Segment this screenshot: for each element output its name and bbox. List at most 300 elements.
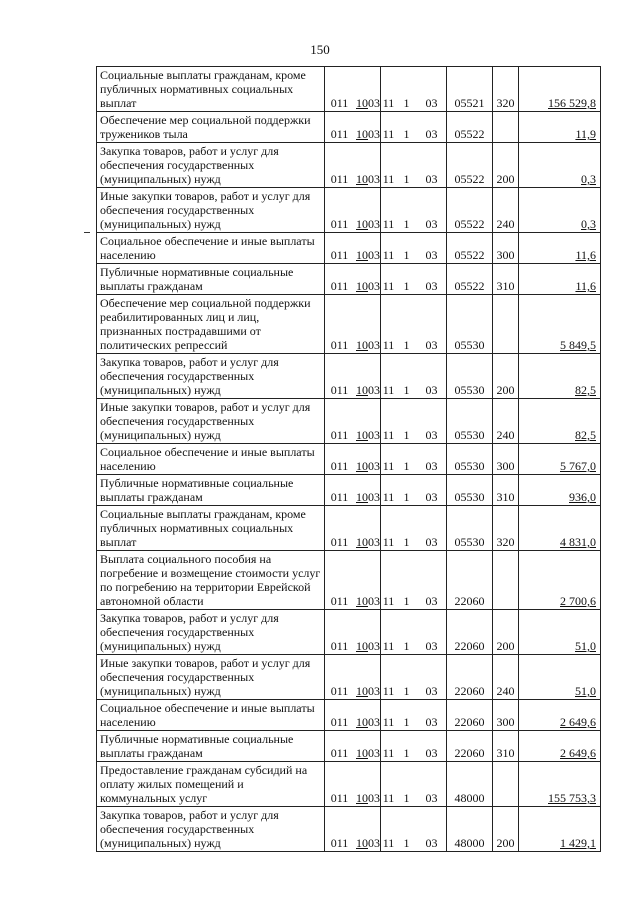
- activity-code: [417, 233, 447, 264]
- subsection-code: [367, 762, 381, 807]
- subsection-code: [367, 731, 381, 762]
- subsection-code: [367, 399, 381, 444]
- activity-code-text: 03: [425, 338, 438, 352]
- ministry-code: [325, 354, 355, 399]
- subprogram-code-text: 1: [403, 639, 410, 653]
- subprogram-code: [397, 610, 417, 655]
- program-code: [381, 700, 397, 731]
- expense-name-cell: Обеспечение мер социальной поддержки тружеников тыла: [97, 112, 325, 143]
- section-code-text: 10: [356, 172, 368, 186]
- program-code: [381, 112, 397, 143]
- program-code-text: 11: [382, 746, 395, 760]
- section-code-text: 10: [356, 746, 368, 760]
- program-code: [381, 731, 397, 762]
- amount-cell: [519, 143, 601, 188]
- table-row: [97, 295, 601, 354]
- section-code: [355, 506, 367, 551]
- subsection-code-text: 03: [368, 338, 380, 352]
- section-code-text: 10: [356, 715, 368, 729]
- ministry-code: [325, 295, 355, 354]
- subprogram-code: [397, 807, 417, 852]
- activity-code: [417, 67, 447, 112]
- subprogram-code: [397, 475, 417, 506]
- amount-cell: [519, 399, 601, 444]
- subprogram-code: [397, 762, 417, 807]
- ministry-code-text: 011: [330, 279, 349, 293]
- subsection-code-text: 03: [368, 746, 380, 760]
- activity-code-text: 03: [425, 535, 438, 549]
- table-row: [97, 444, 601, 475]
- subsection-code: [367, 233, 381, 264]
- subprogram-code: [397, 551, 417, 610]
- table-row: [97, 354, 601, 399]
- direction-code: [447, 295, 493, 354]
- ministry-code: [325, 112, 355, 143]
- subsection-code-text: 03: [368, 127, 380, 141]
- table-row: [97, 700, 601, 731]
- activity-code: [417, 655, 447, 700]
- direction-code-text: 48000: [454, 836, 485, 850]
- subsection-code: [367, 551, 381, 610]
- activity-code: [417, 264, 447, 295]
- section-code-text: 10: [356, 217, 368, 231]
- subsection-code: [367, 444, 381, 475]
- subsection-code-text: 03: [368, 96, 380, 110]
- direction-code: [447, 188, 493, 233]
- subsection-code: [367, 188, 381, 233]
- expense-type-code: [493, 610, 519, 655]
- ministry-code-text: 011: [330, 248, 349, 262]
- direction-code-text: 22060: [454, 639, 485, 653]
- section-code-text: 10: [356, 535, 368, 549]
- subprogram-code-text: 1: [403, 535, 410, 549]
- program-code-text: 11: [382, 594, 395, 608]
- activity-code: [417, 506, 447, 551]
- activity-code-text: 03: [425, 383, 438, 397]
- program-code-text: 11: [382, 715, 395, 729]
- subsection-code-text: 03: [368, 217, 380, 231]
- ministry-code: [325, 610, 355, 655]
- direction-code-text: 05530: [454, 535, 485, 549]
- section-code: [355, 475, 367, 506]
- expense-type-code: [493, 731, 519, 762]
- subprogram-code-text: 1: [403, 594, 410, 608]
- section-code-text: 10: [356, 791, 368, 805]
- section-code: [355, 354, 367, 399]
- amount-cell: [519, 475, 601, 506]
- activity-code: [417, 475, 447, 506]
- program-code: [381, 610, 397, 655]
- program-code-text: 11: [382, 490, 395, 504]
- subprogram-code-text: 1: [403, 172, 410, 186]
- direction-code-text: 22060: [454, 746, 485, 760]
- program-code-text: 11: [382, 836, 395, 850]
- table-row: [97, 762, 601, 807]
- section-code: [355, 233, 367, 264]
- program-code: [381, 475, 397, 506]
- amount-cell-text: 156 529,8: [548, 96, 596, 110]
- table-row: [97, 506, 601, 551]
- amount-cell: [519, 731, 601, 762]
- amount-cell: [519, 67, 601, 112]
- activity-code: [417, 610, 447, 655]
- subprogram-code: [397, 67, 417, 112]
- activity-code-text: 03: [425, 217, 438, 231]
- subsection-code: [367, 700, 381, 731]
- program-code-text: 11: [382, 791, 395, 805]
- table-row: [97, 807, 601, 852]
- subsection-code: [367, 354, 381, 399]
- program-code: [381, 233, 397, 264]
- ministry-code-text: 011: [330, 490, 349, 504]
- expense-name-cell: Социальное обеспечение и иные выплаты населению: [97, 233, 325, 264]
- program-code-text: 11: [382, 127, 395, 141]
- direction-code-text: 05530: [454, 428, 485, 442]
- subsection-code-text: 03: [368, 715, 380, 729]
- program-code-text: 11: [382, 459, 395, 473]
- table-row: [97, 264, 601, 295]
- amount-cell: [519, 610, 601, 655]
- subprogram-code-text: 1: [403, 684, 410, 698]
- ministry-code: [325, 807, 355, 852]
- expense-type-code-text: 320: [496, 535, 515, 549]
- program-code-text: 11: [382, 338, 395, 352]
- activity-code-text: 03: [425, 279, 438, 293]
- subsection-code-text: 03: [368, 172, 380, 186]
- expense-name-cell: Выплата социального пособия на погребение и возмещение стоимости услуг по погребению на территории Еврейской автономной области: [97, 551, 325, 610]
- amount-cell: [519, 700, 601, 731]
- ministry-code: [325, 399, 355, 444]
- program-code-text: 11: [382, 248, 395, 262]
- subsection-code: [367, 264, 381, 295]
- direction-code: [447, 444, 493, 475]
- section-code: [355, 264, 367, 295]
- activity-code-text: 03: [425, 746, 438, 760]
- section-code-text: 10: [356, 383, 368, 397]
- amount-cell-text: 11,9: [575, 127, 596, 141]
- subsection-code: [367, 655, 381, 700]
- activity-code: [417, 354, 447, 399]
- direction-code: [447, 762, 493, 807]
- expense-type-code-text: 200: [496, 836, 515, 850]
- subprogram-code: [397, 354, 417, 399]
- amount-cell: [519, 444, 601, 475]
- subprogram-code: [397, 112, 417, 143]
- activity-code: [417, 762, 447, 807]
- amount-cell-text: 2 649,6: [560, 746, 596, 760]
- direction-code: [447, 807, 493, 852]
- expense-type-code: [493, 295, 519, 354]
- expense-type-code-text: 310: [496, 746, 515, 760]
- ministry-code-text: 011: [330, 96, 349, 110]
- subprogram-code-text: 1: [403, 96, 410, 110]
- expense-type-code: [493, 807, 519, 852]
- expense-name-cell: Публичные нормативные социальные выплаты гражданам: [97, 475, 325, 506]
- ministry-code: [325, 188, 355, 233]
- direction-code: [447, 112, 493, 143]
- amount-cell-text: 11,6: [575, 279, 596, 293]
- expense-type-code: [493, 188, 519, 233]
- expense-type-code: [493, 444, 519, 475]
- amount-cell-text: 5 767,0: [560, 459, 596, 473]
- ministry-code-text: 011: [330, 383, 349, 397]
- ministry-code-text: 011: [330, 684, 349, 698]
- direction-code: [447, 233, 493, 264]
- expense-type-code: [493, 655, 519, 700]
- direction-code: [447, 551, 493, 610]
- activity-code: [417, 399, 447, 444]
- ministry-code-text: 011: [330, 715, 349, 729]
- amount-cell: [519, 188, 601, 233]
- expense-type-code-text: 300: [496, 459, 515, 473]
- direction-code: [447, 143, 493, 188]
- amount-cell-text: 0,3: [581, 217, 596, 231]
- ministry-code-text: 011: [330, 836, 349, 850]
- amount-cell-text: 1 429,1: [560, 836, 596, 850]
- expense-type-code: [493, 67, 519, 112]
- subsection-code-text: 03: [368, 279, 380, 293]
- program-code: [381, 143, 397, 188]
- subprogram-code-text: 1: [403, 279, 410, 293]
- expense-name-cell: Закупка товаров, работ и услуг для обеспечения государственных (муниципальных) нужд: [97, 354, 325, 399]
- amount-cell: [519, 506, 601, 551]
- ministry-code-text: 011: [330, 172, 349, 186]
- expense-name-cell: Обеспечение мер социальной поддержки реабилитированных лиц и лиц, признанных пострадавшими от политических репрессий: [97, 295, 325, 354]
- activity-code-text: 03: [425, 715, 438, 729]
- subsection-code-text: 03: [368, 594, 380, 608]
- expense-type-code: [493, 506, 519, 551]
- program-code-text: 11: [382, 279, 395, 293]
- activity-code: [417, 700, 447, 731]
- expense-name-cell: Предоставление гражданам субсидий на оплату жилых помещений и коммунальных услуг: [97, 762, 325, 807]
- direction-code-text: 22060: [454, 684, 485, 698]
- section-code-text: 10: [356, 836, 368, 850]
- program-code: [381, 506, 397, 551]
- expense-type-code-text: 240: [496, 684, 515, 698]
- activity-code: [417, 551, 447, 610]
- expense-name-cell: Социальное обеспечение и иные выплаты населению: [97, 700, 325, 731]
- activity-code: [417, 731, 447, 762]
- section-code: [355, 700, 367, 731]
- expense-name-cell: Публичные нормативные социальные выплаты гражданам: [97, 264, 325, 295]
- table-row: [97, 475, 601, 506]
- program-code-text: 11: [382, 639, 395, 653]
- section-code-text: 10: [356, 428, 368, 442]
- expense-type-code: [493, 762, 519, 807]
- subsection-code: [367, 610, 381, 655]
- section-code: [355, 655, 367, 700]
- subprogram-code-text: 1: [403, 383, 410, 397]
- amount-cell: [519, 295, 601, 354]
- amount-cell-text: 51,0: [575, 684, 596, 698]
- activity-code: [417, 143, 447, 188]
- amount-cell-text: 51,0: [575, 639, 596, 653]
- expense-type-code: [493, 354, 519, 399]
- section-code: [355, 551, 367, 610]
- program-code: [381, 295, 397, 354]
- direction-code-text: 05530: [454, 338, 485, 352]
- activity-code: [417, 112, 447, 143]
- subsection-code-text: 03: [368, 459, 380, 473]
- ministry-code-text: 011: [330, 746, 349, 760]
- subprogram-code-text: 1: [403, 459, 410, 473]
- direction-code: [447, 610, 493, 655]
- expense-name-cell: Закупка товаров, работ и услуг для обеспечения государственных (муниципальных) нужд: [97, 807, 325, 852]
- subprogram-code: [397, 143, 417, 188]
- amount-cell: [519, 264, 601, 295]
- amount-cell-text: 82,5: [575, 383, 596, 397]
- amount-cell-text: 2 649,6: [560, 715, 596, 729]
- activity-code: [417, 807, 447, 852]
- direction-code: [447, 264, 493, 295]
- direction-code-text: 48000: [454, 791, 485, 805]
- subprogram-code: [397, 188, 417, 233]
- section-code: [355, 399, 367, 444]
- activity-code-text: 03: [425, 96, 438, 110]
- subprogram-code: [397, 399, 417, 444]
- direction-code: [447, 700, 493, 731]
- expense-type-code-text: 310: [496, 490, 515, 504]
- section-code: [355, 188, 367, 233]
- ministry-code: [325, 731, 355, 762]
- section-code: [355, 762, 367, 807]
- program-code: [381, 354, 397, 399]
- section-code-text: 10: [356, 459, 368, 473]
- subprogram-code: [397, 295, 417, 354]
- expense-name-cell: Публичные нормативные социальные выплаты гражданам: [97, 731, 325, 762]
- activity-code-text: 03: [425, 791, 438, 805]
- table-row: [97, 731, 601, 762]
- subsection-code: [367, 295, 381, 354]
- expense-type-code-text: 300: [496, 715, 515, 729]
- activity-code-text: 03: [425, 594, 438, 608]
- subsection-code-text: 03: [368, 428, 380, 442]
- program-code-text: 11: [382, 383, 395, 397]
- section-code: [355, 610, 367, 655]
- expense-type-code: [493, 112, 519, 143]
- program-code: [381, 444, 397, 475]
- ministry-code-text: 011: [330, 428, 349, 442]
- amount-cell-text: 5 849,5: [560, 338, 596, 352]
- program-code: [381, 655, 397, 700]
- direction-code-text: 05522: [454, 217, 485, 231]
- ministry-code-text: 011: [330, 639, 349, 653]
- activity-code-text: 03: [425, 172, 438, 186]
- program-code: [381, 188, 397, 233]
- direction-code-text: 05530: [454, 490, 485, 504]
- section-code-text: 10: [356, 639, 368, 653]
- expense-type-code-text: 300: [496, 248, 515, 262]
- amount-cell-text: 4 831,0: [560, 535, 596, 549]
- subsection-code-text: 03: [368, 248, 380, 262]
- ministry-code: [325, 444, 355, 475]
- table-row: [97, 399, 601, 444]
- table-row: [97, 551, 601, 610]
- amount-cell: [519, 354, 601, 399]
- subsection-code: [367, 112, 381, 143]
- ministry-code: [325, 67, 355, 112]
- activity-code-text: 03: [425, 639, 438, 653]
- activity-code-text: 03: [425, 684, 438, 698]
- ministry-code-text: 011: [330, 459, 349, 473]
- subprogram-code-text: 1: [403, 217, 410, 231]
- ministry-code-text: 011: [330, 791, 349, 805]
- direction-code: [447, 655, 493, 700]
- direction-code-text: 05522: [454, 127, 485, 141]
- direction-code-text: 22060: [454, 594, 485, 608]
- subprogram-code: [397, 655, 417, 700]
- amount-cell-text: 82,5: [575, 428, 596, 442]
- direction-code: [447, 731, 493, 762]
- expense-type-code-text: 320: [496, 96, 515, 110]
- subprogram-code-text: 1: [403, 248, 410, 262]
- subsection-code: [367, 475, 381, 506]
- program-code-text: 11: [382, 684, 395, 698]
- subsection-code: [367, 506, 381, 551]
- expense-type-code-text: 240: [496, 428, 515, 442]
- ministry-code: [325, 475, 355, 506]
- section-code-text: 10: [356, 594, 368, 608]
- table-row: [97, 233, 601, 264]
- ministry-code: [325, 655, 355, 700]
- table-row: [97, 188, 601, 233]
- expense-type-code: [493, 233, 519, 264]
- program-code-text: 11: [382, 217, 395, 231]
- subsection-code: [367, 143, 381, 188]
- subprogram-code-text: 1: [403, 428, 410, 442]
- subprogram-code: [397, 233, 417, 264]
- section-code-text: 10: [356, 684, 368, 698]
- ministry-code: [325, 700, 355, 731]
- section-code: [355, 112, 367, 143]
- expense-type-code: [493, 475, 519, 506]
- section-code: [355, 731, 367, 762]
- table-row: [97, 143, 601, 188]
- direction-code: [447, 506, 493, 551]
- subsection-code-text: 03: [368, 535, 380, 549]
- ministry-code-text: 011: [330, 594, 349, 608]
- direction-code-text: 05530: [454, 459, 485, 473]
- program-code: [381, 399, 397, 444]
- direction-code-text: 05522: [454, 279, 485, 293]
- ministry-code-text: 011: [330, 217, 349, 231]
- section-code-text: 10: [356, 279, 368, 293]
- direction-code: [447, 399, 493, 444]
- expense-type-code: [493, 264, 519, 295]
- activity-code-text: 03: [425, 248, 438, 262]
- section-code-text: 10: [356, 338, 368, 352]
- direction-code-text: 22060: [454, 715, 485, 729]
- direction-code-text: 05522: [454, 248, 485, 262]
- expense-type-code-text: 240: [496, 217, 515, 231]
- expense-name-cell: Социальные выплаты гражданам, кроме публичных нормативных социальных выплат: [97, 67, 325, 112]
- subprogram-code-text: 1: [403, 490, 410, 504]
- subprogram-code-text: 1: [403, 127, 410, 141]
- program-code-text: 11: [382, 535, 395, 549]
- activity-code-text: 03: [425, 459, 438, 473]
- direction-code: [447, 354, 493, 399]
- table-body: [97, 67, 601, 852]
- program-code: [381, 807, 397, 852]
- section-code-text: 10: [356, 127, 368, 141]
- section-code: [355, 295, 367, 354]
- ministry-code: [325, 762, 355, 807]
- subsection-code-text: 03: [368, 639, 380, 653]
- section-code: [355, 807, 367, 852]
- amount-cell-text: 155 753,3: [548, 791, 596, 805]
- direction-code: [447, 67, 493, 112]
- amount-cell: [519, 807, 601, 852]
